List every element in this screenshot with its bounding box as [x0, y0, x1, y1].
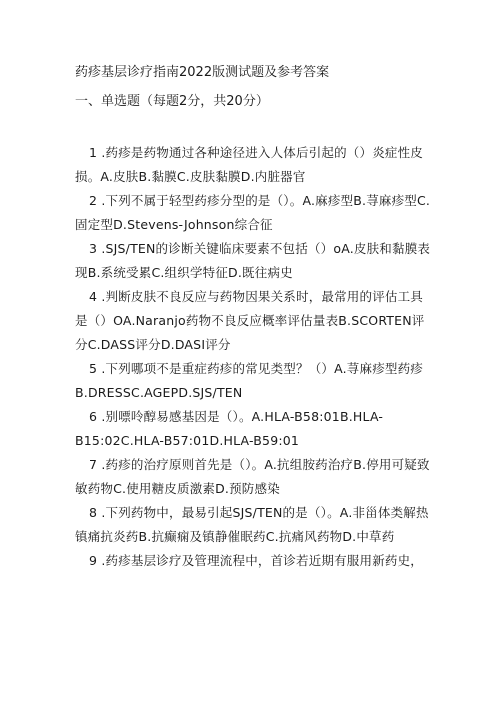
question-9: 9 .药疹基层诊疗及管理流程中，首诊若近期有服用新药史，: [89, 553, 424, 568]
question-3: 3 .SJS/TEN的诊断关键临床要素不包括（）oA.皮肤和黏膜表现B.系统受累C.组织学特征D.既往病史: [75, 241, 431, 280]
question-1: 1 .药疹是药物通过各种途径进入人体后引起的（）炎症性皮损。A.皮肤B.黏膜C.皮肤黏膜D.内脏器官: [75, 145, 424, 184]
document-title: 药疹基层诊疗指南2022版测试题及参考答案: [75, 65, 330, 80]
question-list: [75, 141, 435, 573]
question-2: 2 .下列不属于轻型药疹分型的是（）。A.麻疹型B.荨麻疹型C.固定型D.Stevens-Johnson综合征: [75, 193, 431, 232]
question-6: 6 .别嘌呤醇易感基因是（）。A.HLA-B58:01B.HLA-B15:02C.HLA-B57:01D.HLA-B59:01: [75, 409, 384, 448]
section-heading: 一、单选题（每题2分，共20分）: [75, 94, 269, 109]
question-5: 5 .下列哪项不是重症药疹的常见类型？（）A.荨麻疹型药疹B.DRESSC.AGEPD.SJS/TEN: [75, 361, 424, 400]
question-7: 7 .药疹的治疗原则首先是（）。A.抗组胺药治疗B.停用可疑致敏药物C.使用糖皮质激素D.预防感染: [75, 457, 430, 496]
question-4: 4 .判断皮肤不良反应与药物因果关系时，最常用的评估工具是（）OA.Naranjo药物不良反应概率评估量表B.SCORTEN评分C.DASS评分D.DASI评分: [75, 289, 425, 352]
question-8: 8 .下列药物中，最易引起SJS/TEN的是（）。A.非甾体类解热镇痛抗炎药B.抗癫痫及镇静催眠药C.抗痛风药物D.中草药: [75, 505, 429, 544]
